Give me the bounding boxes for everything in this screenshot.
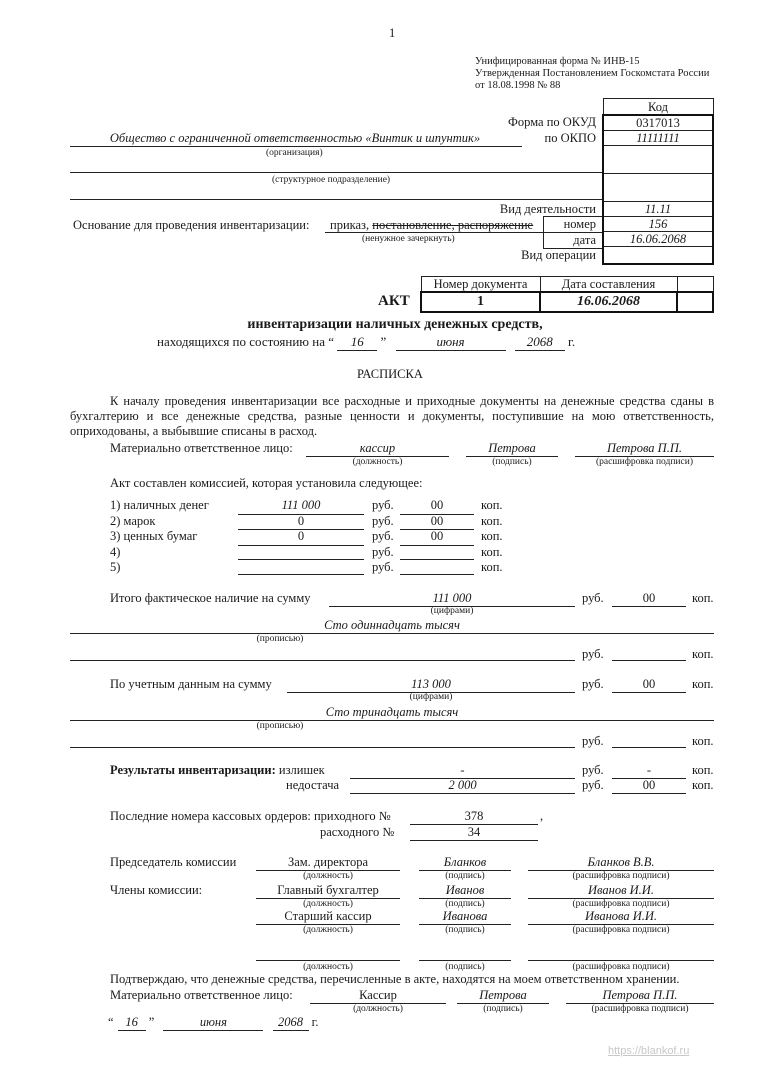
actual-digits[interactable]: 111 000: [329, 591, 575, 607]
receipt-title: РАСПИСКА: [357, 367, 423, 381]
book-kop-line2[interactable]: [612, 733, 686, 748]
watermark-link[interactable]: https://blankof.ru: [608, 1045, 690, 1057]
kop-label: коп.: [692, 647, 714, 661]
commission-intro: Акт составлен комиссией, которая установила следующее:: [110, 476, 423, 490]
receipt-text: К началу проведения инвентаризации все расходные и приходные документы на денежные средства сданы в бухгалтерию и все денежные средства, разные ценности и документы, поступившие на мою ответственность, оприходованы, а выбывшие списаны в расход.: [70, 394, 714, 438]
basis-label: Основание для проведения инвентаризации:: [73, 218, 310, 232]
caption-signature: (подпись): [483, 1004, 523, 1014]
row-kop[interactable]: 00: [400, 514, 474, 531]
receipt-person-label: Материально ответственное лицо:: [110, 441, 293, 455]
caption-signature: (подпись): [445, 899, 485, 909]
kop-label: коп.: [481, 513, 503, 528]
surplus-label: излишек: [278, 763, 325, 777]
basis-struck: постановление, распоряжение: [372, 218, 534, 232]
form-header: [475, 56, 709, 92]
shortage-kop[interactable]: 00: [612, 778, 686, 794]
kop-label: коп.: [692, 778, 714, 792]
caption-name: (расшифровка подписи): [591, 1004, 689, 1014]
signature-rows: [256, 855, 714, 974]
commission-row: [110, 545, 510, 561]
receipt-name[interactable]: Петрова П.П.: [575, 441, 714, 457]
sig-name[interactable]: [528, 946, 714, 961]
activity-code[interactable]: 11.11: [603, 202, 713, 217]
kop-label: коп.: [481, 498, 503, 512]
rub-label: руб.: [582, 677, 604, 691]
form-line-2: Утвержденная Постановлением Госкомстата России: [475, 68, 710, 79]
sig-name[interactable]: Иванова И.И.: [528, 909, 714, 925]
activity-label: Вид деятельности: [499, 202, 596, 216]
caption-digits: (цифрами): [409, 692, 453, 702]
caption-signature: (подпись): [445, 871, 485, 881]
caption-position: (должность): [303, 962, 353, 972]
receipt-position[interactable]: кассир: [306, 441, 449, 457]
caption-position: (должность): [303, 871, 353, 881]
kop-label: коп.: [692, 734, 714, 748]
commission-row: [110, 529, 510, 545]
confirmation-text: Подтверждаю, что денежные средства, перечисленные в акте, находятся на моем ответственном хранении.: [110, 972, 680, 986]
basis-value: [330, 218, 533, 233]
actual-kop[interactable]: 00: [612, 591, 686, 607]
order-incoming[interactable]: 378: [410, 809, 538, 825]
page-number: 1: [389, 26, 396, 40]
basis-date[interactable]: 16.06.2068: [603, 232, 713, 247]
row-label: 4): [110, 544, 121, 559]
sig-position[interactable]: [256, 946, 400, 961]
division-line-2: [70, 199, 602, 200]
act-state: находящихся по состоянию на “ 16 ” июня 2068 г.: [157, 334, 576, 349]
caption-signature: (подпись): [445, 925, 485, 935]
signature-row: [256, 883, 714, 909]
act-title: АКТ: [378, 293, 410, 309]
row-label: 2) марок: [110, 513, 156, 528]
caption-signature: (подпись): [445, 962, 485, 972]
kop-label: коп.: [481, 544, 503, 559]
row-rub[interactable]: [238, 545, 364, 560]
results-row-surplus: [110, 763, 325, 778]
caption-position: (должность): [353, 1004, 403, 1014]
caption-position: (должность): [303, 899, 353, 909]
book-words-line2[interactable]: [70, 733, 575, 748]
number-label: номер: [544, 217, 602, 233]
state-month[interactable]: июня: [396, 334, 506, 351]
row-rub[interactable]: [238, 560, 364, 575]
commission-row: [110, 560, 510, 576]
caption-words: (прописью): [256, 634, 304, 644]
organization-line: [70, 146, 522, 147]
confirmation-year[interactable]: 2068: [273, 1015, 309, 1031]
confirmation-name[interactable]: Петрова П.П.: [566, 988, 714, 1004]
confirmation-signature[interactable]: Петрова: [457, 988, 549, 1004]
caption-signature: (подпись): [492, 457, 532, 467]
book-digits[interactable]: 113 000: [287, 677, 575, 693]
row-kop[interactable]: 00: [400, 529, 474, 546]
confirmation-position[interactable]: Кассир: [310, 988, 446, 1004]
commission-row: [110, 514, 510, 530]
sig-signature[interactable]: Иванов: [419, 883, 511, 899]
actual-words[interactable]: Сто одиннадцать тысяч: [70, 618, 714, 634]
state-year[interactable]: 2068: [515, 334, 565, 351]
doc-date-header: Дата составления: [540, 277, 677, 293]
okpo-label: по ОКПО: [544, 131, 596, 145]
form-line-1: Унифицированная форма № ИНВ-15: [475, 56, 640, 67]
sig-position[interactable]: Зам. директора: [256, 855, 400, 871]
row-kop[interactable]: [400, 560, 474, 575]
date-label: дата: [573, 233, 596, 247]
confirmation-date: “ 16 ” июня 2068 г.: [108, 1015, 319, 1029]
act-subtitle: инвентаризации наличных денежных средств,: [247, 317, 543, 332]
division-code-empty[interactable]: [603, 174, 713, 202]
rub-label: руб.: [582, 734, 604, 748]
caption-digits: (цифрами): [430, 606, 474, 616]
okpo-code[interactable]: 11111111: [603, 131, 713, 146]
row-rub[interactable]: 111 000: [238, 498, 364, 515]
doc-extra-header: [677, 277, 713, 293]
rub-label: руб.: [582, 778, 604, 792]
shortage-rub[interactable]: 2 000: [350, 778, 575, 794]
division-line: [70, 172, 602, 173]
sig-name[interactable]: Иванов И.И.: [528, 883, 714, 899]
commission-row: [110, 498, 510, 514]
actual-words-line2[interactable]: [70, 646, 575, 661]
basis-line: [325, 232, 543, 233]
orders-comma: ,: [540, 809, 544, 823]
year-suffix: г.: [568, 334, 576, 349]
act-doc-table: [420, 276, 714, 313]
signature-row: [256, 909, 714, 946]
form-line-3: от 18.08.1998 № 88: [475, 80, 561, 91]
rub-label: руб.: [582, 591, 604, 605]
signature-row: [256, 855, 714, 883]
basis-number[interactable]: 156: [603, 217, 713, 232]
row-kop[interactable]: [400, 545, 474, 560]
row-label: 3) ценных бумаг: [110, 529, 198, 543]
row-label: 5): [110, 560, 121, 574]
rub-label: руб.: [582, 763, 604, 777]
codes-table: [602, 98, 714, 265]
book-words[interactable]: Сто тринадцать тысяч: [70, 705, 714, 721]
row-label: 1) наличных денег: [110, 498, 209, 512]
sig-signature[interactable]: Бланков: [419, 855, 511, 871]
caption-position: (должность): [303, 925, 353, 935]
year-suffix: г.: [311, 1015, 319, 1029]
commission-rows: [110, 498, 510, 576]
kop-label: коп.: [481, 560, 503, 574]
sig-name[interactable]: Бланков В.В.: [528, 855, 714, 871]
actual-kop-line2[interactable]: [612, 646, 686, 661]
book-kop[interactable]: 00: [612, 677, 686, 693]
rub-label: руб.: [372, 560, 394, 574]
surplus-rub[interactable]: -: [350, 763, 575, 779]
actual-label: Итого фактическое наличие на сумму: [110, 591, 311, 605]
results-label: Результаты инвентаризации:: [110, 763, 276, 777]
organization-caption: (организация): [266, 148, 323, 158]
doc-number[interactable]: 1: [421, 292, 540, 312]
kop-label: коп.: [481, 529, 503, 543]
doc-date[interactable]: 16.06.2068: [540, 292, 677, 312]
confirmation-month[interactable]: июня: [163, 1015, 263, 1031]
signature-row: [256, 946, 714, 974]
okud-code[interactable]: 0317013: [603, 115, 713, 131]
sig-position[interactable]: Главный бухгалтер: [256, 883, 400, 899]
order-outgoing[interactable]: 34: [410, 825, 538, 841]
orders-label: Последние номера кассовых ордеров: приходного №: [110, 809, 391, 823]
doc-extra: [677, 292, 713, 312]
caption-position: (должность): [352, 457, 403, 467]
row-rub[interactable]: 0: [238, 514, 364, 531]
operation-code[interactable]: [603, 247, 713, 265]
rub-label: руб.: [372, 544, 394, 559]
shortage-label: недостача: [286, 778, 340, 792]
basis-kept: приказ,: [330, 218, 370, 232]
sig-signature[interactable]: [419, 946, 511, 961]
surplus-kop[interactable]: -: [612, 763, 686, 779]
confirmation-person-label: Материально ответственное лицо:: [110, 988, 293, 1002]
rub-label: руб.: [582, 647, 604, 661]
organization-value: Общество с ограниченной ответственностью «Винтик и шпунтик»: [109, 131, 481, 145]
caption-name: (расшифровка подписи): [572, 962, 670, 972]
confirmation-day[interactable]: 16: [118, 1015, 146, 1031]
rub-label: руб.: [372, 498, 394, 512]
basis-subtable: [543, 216, 602, 249]
members-label: Члены комиссии:: [110, 883, 203, 897]
basis-caption: (ненужное зачеркнуть): [362, 234, 455, 244]
row-kop[interactable]: 00: [400, 498, 474, 515]
caption-name: (расшифровка подписи): [596, 457, 693, 467]
state-label: находящихся по состоянию на: [157, 334, 325, 349]
kop-label: коп.: [692, 763, 714, 777]
chair-label: Председатель комиссии: [110, 855, 237, 869]
kop-label: коп.: [692, 591, 714, 605]
org-code-empty[interactable]: [603, 146, 713, 174]
division-caption: (структурное подразделение): [272, 175, 391, 185]
caption-name: (расшифровка подписи): [572, 871, 670, 881]
operation-label: Вид операции: [521, 248, 596, 262]
caption-words: (прописью): [256, 721, 304, 731]
rub-label: руб.: [372, 513, 394, 528]
receipt-signature[interactable]: Петрова: [466, 441, 558, 457]
row-rub[interactable]: 0: [238, 529, 364, 546]
okud-label: Форма по ОКУД: [508, 115, 596, 129]
doc-number-header: Номер документа: [421, 277, 540, 293]
codes-header: Код: [603, 99, 713, 116]
kop-label: коп.: [692, 677, 714, 691]
sig-position[interactable]: Старший кассир: [256, 909, 400, 925]
outgoing-label: расходного №: [320, 825, 395, 839]
state-day[interactable]: 16: [337, 334, 377, 351]
sig-signature[interactable]: Иванова: [419, 909, 511, 925]
book-label: По учетным данным на сумму: [110, 677, 272, 691]
rub-label: руб.: [372, 529, 394, 543]
caption-name: (расшифровка подписи): [572, 899, 670, 909]
caption-name: (расшифровка подписи): [572, 925, 670, 935]
